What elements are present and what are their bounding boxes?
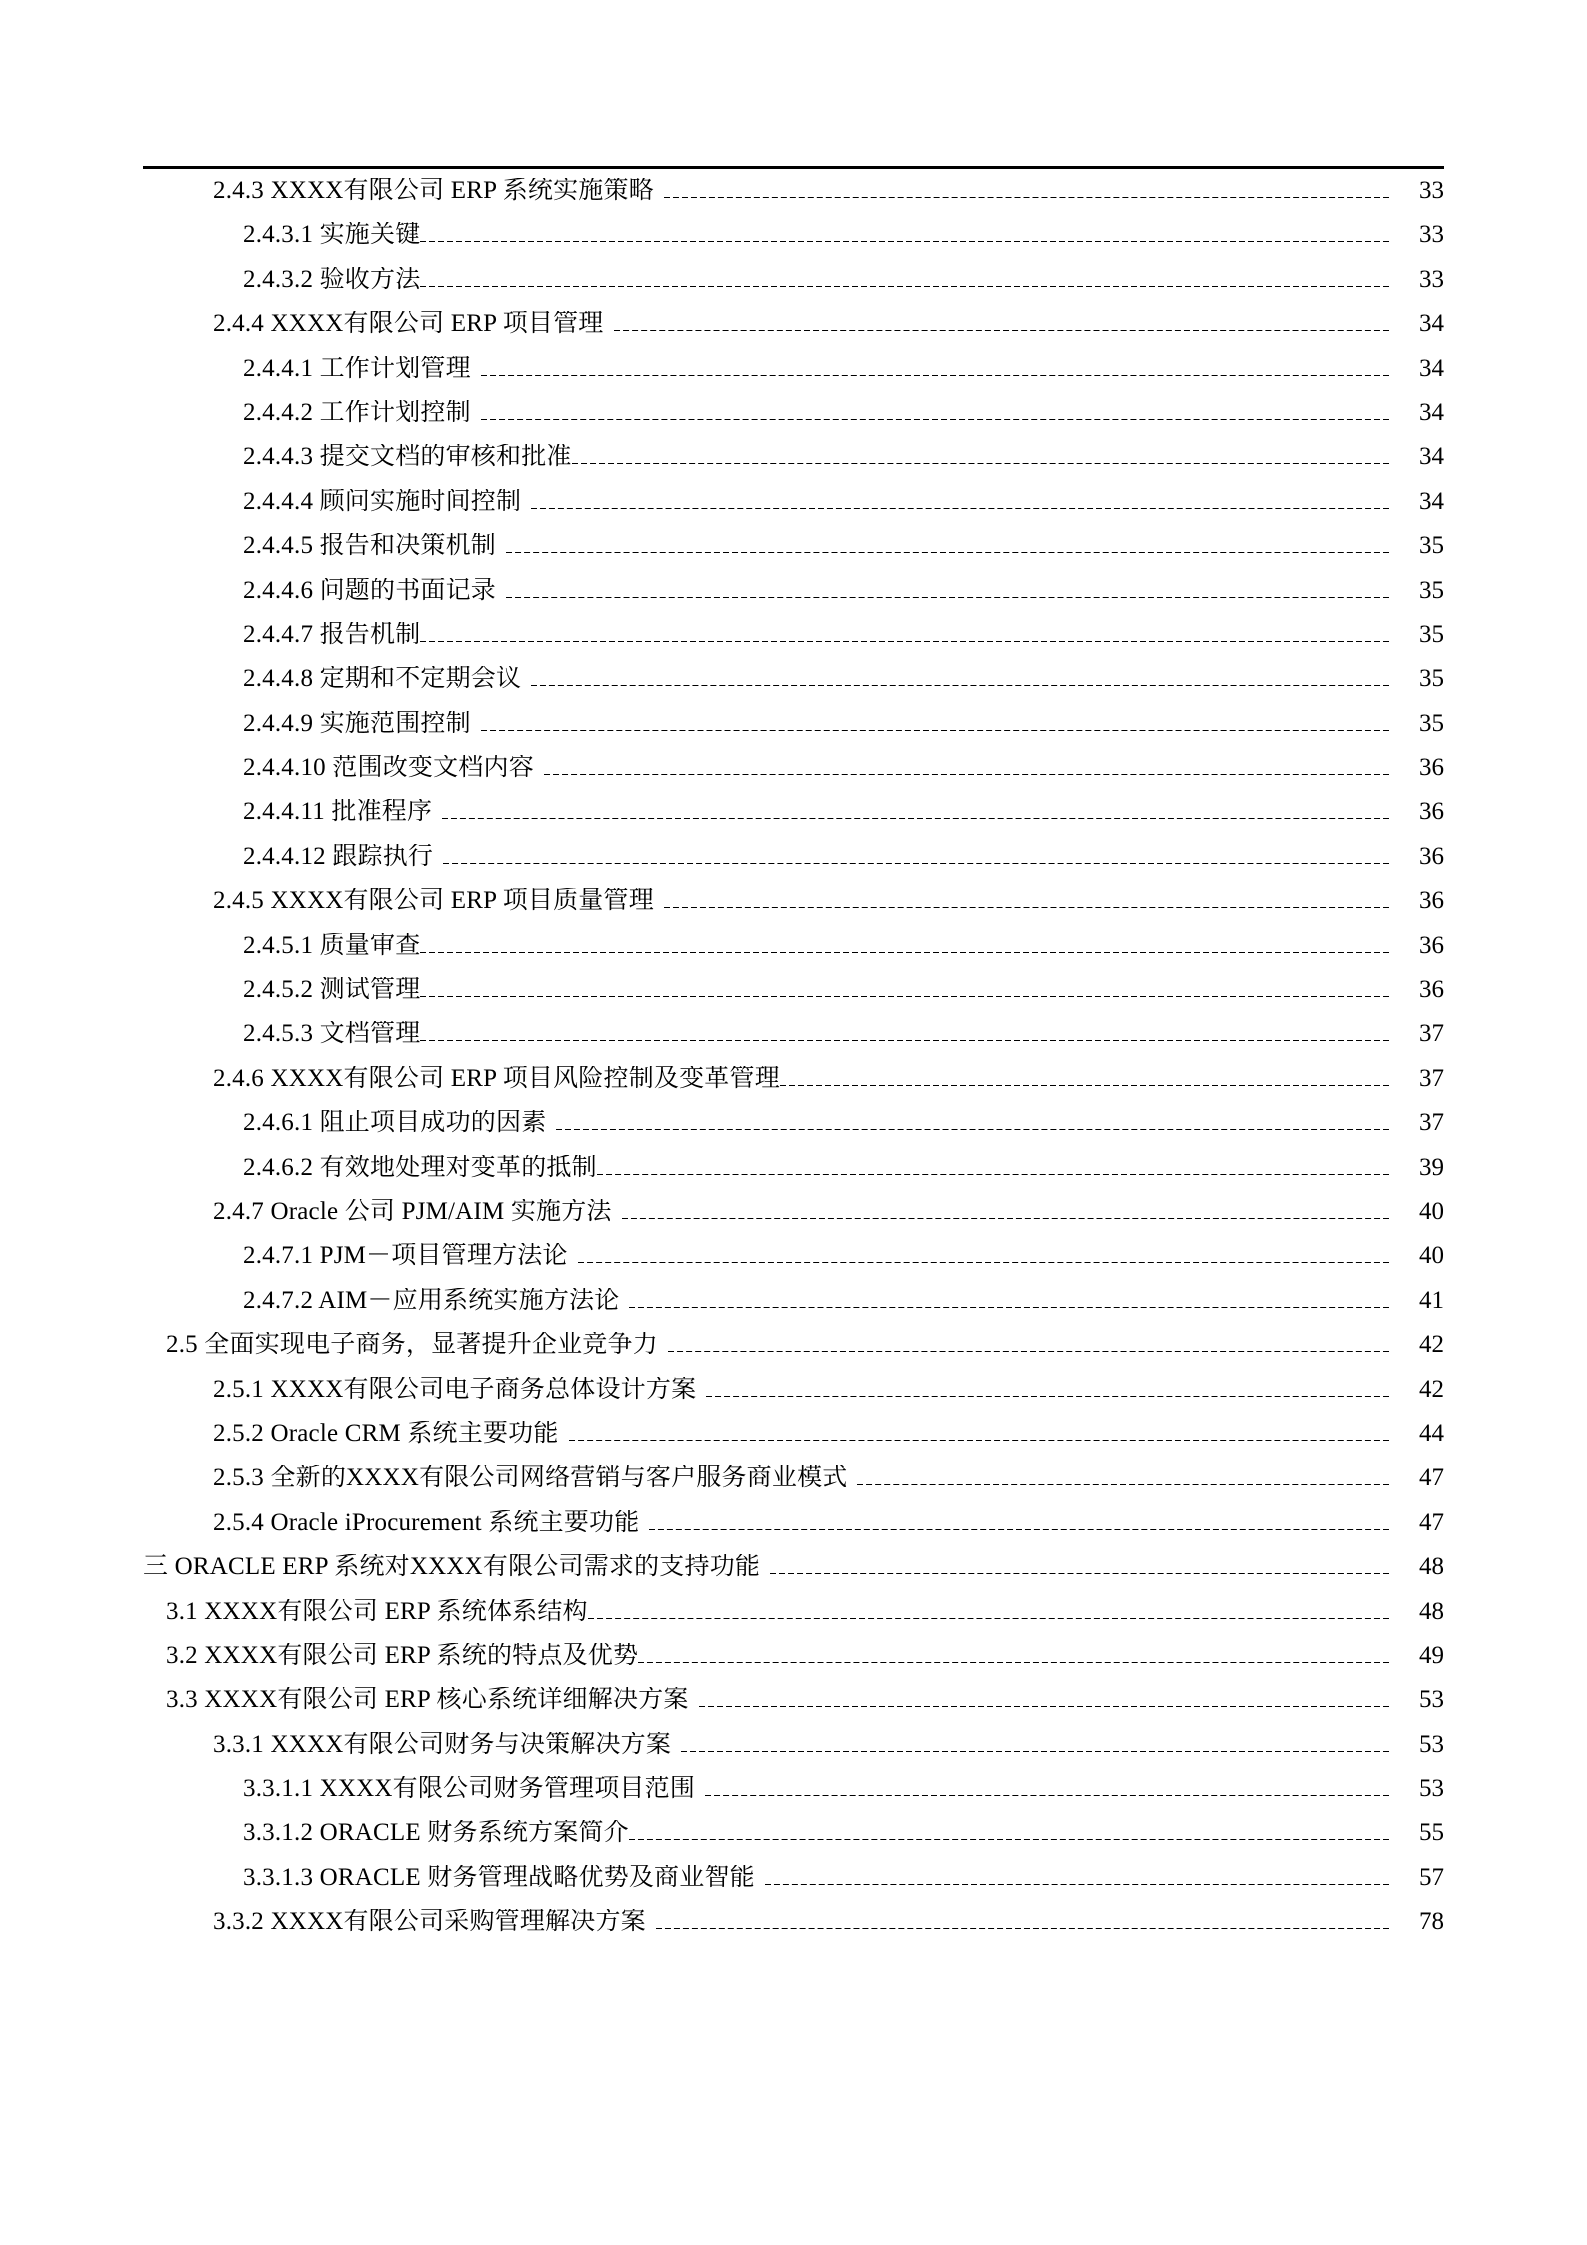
toc-entry-label: 2.4.7 Oracle 公司 PJM/AIM 实施方法	[213, 1198, 612, 1225]
toc-entry[interactable]	[143, 844, 1444, 888]
toc-entry[interactable]	[143, 1465, 1444, 1509]
toc-entry-page-number: 36	[1419, 932, 1444, 959]
toc-leader-dots	[420, 641, 1389, 642]
toc-leader-dots	[638, 1662, 1389, 1663]
toc-entry-page-number: 34	[1419, 355, 1444, 382]
toc-entry[interactable]	[143, 666, 1444, 710]
toc-entry-page-number: 48	[1419, 1554, 1444, 1581]
toc-entry-page-number: 41	[1419, 1287, 1444, 1314]
toc-entry-page-number: 33	[1419, 178, 1444, 204]
toc-entry[interactable]	[143, 1332, 1444, 1376]
toc-entry-page-number: 53	[1419, 1687, 1444, 1714]
toc-leader-dots	[442, 818, 1389, 819]
toc-entry-page-number: 39	[1419, 1154, 1444, 1181]
toc-entry[interactable]	[143, 1732, 1444, 1776]
toc-leader-dots	[420, 286, 1389, 287]
toc-leader-dots	[706, 1396, 1389, 1397]
toc-entry-label: 2.4.3.2 验收方法	[243, 266, 421, 293]
toc-leader-dots	[572, 463, 1389, 464]
toc-leader-dots	[481, 730, 1389, 731]
toc-entry-label: 2.4.4.10 范围改变文档内容	[243, 755, 534, 782]
toc-entry-page-number: 55	[1419, 1820, 1444, 1847]
toc-leader-dots	[629, 1839, 1389, 1840]
toc-entry-page-number: 36	[1419, 888, 1444, 915]
toc-leader-dots	[780, 1085, 1389, 1086]
toc-entry-label: 2.4.4.11 批准程序	[243, 799, 433, 826]
toc-entry-label: 2.4.4.6 问题的书面记录	[243, 577, 497, 604]
toc-entry-page-number: 42	[1419, 1332, 1444, 1359]
toc-entry-label: 2.4.7.2 AIM－应用系统实施方法论	[243, 1287, 620, 1314]
toc-entry-label: 2.4.6.2 有效地处理对变革的抵制	[243, 1154, 597, 1181]
toc-leader-dots	[420, 996, 1389, 997]
toc-entry-page-number: 47	[1419, 1465, 1444, 1492]
toc-entry-label: 2.4.3 XXXX有限公司 ERP 系统实施策略	[213, 178, 654, 204]
toc-leader-dots	[857, 1484, 1389, 1485]
toc-entry-page-number: 37	[1419, 1021, 1444, 1048]
toc-entry-page-number: 34	[1419, 488, 1444, 515]
toc-entry-page-number: 47	[1419, 1509, 1444, 1536]
table-of-contents	[143, 178, 1444, 1954]
toc-entry-label: 3.3.1.1 XXXX有限公司财务管理项目范围	[243, 1776, 696, 1803]
toc-leader-dots	[531, 685, 1389, 686]
toc-entry[interactable]	[143, 178, 1444, 222]
toc-entry[interactable]	[143, 1110, 1444, 1154]
header-rule-divider	[143, 166, 1444, 169]
toc-entry-page-number: 44	[1419, 1420, 1444, 1447]
toc-entry-page-number: 57	[1419, 1864, 1444, 1891]
toc-leader-dots	[506, 552, 1389, 553]
toc-entry[interactable]	[143, 799, 1444, 843]
toc-entry-label: 2.4.4.1 工作计划管理	[243, 355, 471, 382]
toc-entry-page-number: 40	[1419, 1243, 1444, 1270]
toc-entry[interactable]	[143, 933, 1444, 977]
toc-entry-page-number: 33	[1419, 266, 1444, 293]
toc-entry-label: 2.5.4 Oracle iProcurement 系统主要功能	[213, 1509, 640, 1536]
toc-entry-label: 2.4.6.1 阻止项目成功的因素	[243, 1110, 547, 1137]
toc-leader-dots	[614, 330, 1390, 331]
toc-leader-dots	[531, 508, 1389, 509]
toc-leader-dots	[556, 1129, 1389, 1130]
toc-entry[interactable]	[143, 1599, 1444, 1643]
toc-entry-page-number: 37	[1419, 1110, 1444, 1137]
toc-leader-dots	[588, 1618, 1389, 1619]
toc-entry[interactable]	[143, 1909, 1444, 1953]
toc-entry[interactable]	[143, 1243, 1444, 1287]
toc-leader-dots	[664, 907, 1389, 908]
toc-entry-page-number: 36	[1419, 755, 1444, 782]
toc-entry-page-number: 37	[1419, 1065, 1444, 1092]
toc-entry-page-number: 53	[1419, 1776, 1444, 1803]
toc-entry[interactable]	[143, 711, 1444, 755]
toc-leader-dots	[597, 1174, 1389, 1175]
toc-entry-page-number: 40	[1419, 1198, 1444, 1225]
toc-entry-label: 2.4.4.5 报告和决策机制	[243, 533, 497, 560]
toc-entry-label: 3.2 XXXX有限公司 ERP 系统的特点及优势	[166, 1642, 639, 1669]
toc-leader-dots	[656, 1928, 1389, 1929]
toc-entry-label: 3.3.1.2 ORACLE 财务系统方案简介	[243, 1820, 629, 1847]
toc-leader-dots	[705, 1795, 1389, 1796]
toc-leader-dots	[681, 1751, 1389, 1752]
toc-entry-page-number: 36	[1419, 977, 1444, 1004]
toc-entry-label: 2.4.4.8 定期和不定期会议	[243, 666, 522, 693]
toc-leader-dots	[420, 241, 1389, 242]
toc-entry[interactable]	[143, 755, 1444, 799]
toc-leader-dots	[506, 597, 1389, 598]
toc-entry[interactable]	[143, 400, 1444, 444]
toc-entry-page-number: 53	[1419, 1731, 1444, 1758]
toc-leader-dots	[765, 1884, 1389, 1885]
toc-entry-label: 2.4.5.3 文档管理	[243, 1021, 421, 1048]
toc-entry-page-number: 78	[1419, 1909, 1444, 1936]
toc-entry[interactable]	[143, 977, 1444, 1021]
toc-entry[interactable]	[143, 1510, 1444, 1554]
toc-entry[interactable]	[143, 489, 1444, 533]
toc-entry-label: 2.4.4.4 顾问实施时间控制	[243, 488, 522, 515]
toc-leader-dots	[578, 1262, 1389, 1263]
toc-leader-dots	[481, 375, 1389, 376]
toc-entry[interactable]	[143, 1643, 1444, 1687]
toc-entry-page-number: 36	[1419, 843, 1444, 870]
toc-entry[interactable]	[143, 1820, 1444, 1864]
toc-leader-dots	[544, 774, 1389, 775]
toc-leader-dots	[481, 419, 1389, 420]
toc-entry[interactable]	[143, 1865, 1444, 1909]
toc-entry-label: 2.4.4.7 报告机制	[243, 621, 421, 648]
toc-entry-page-number: 35	[1419, 577, 1444, 604]
toc-entry-label: 2.4.4.2 工作计划控制	[243, 399, 471, 426]
toc-entry-label: 2.4.4.3 提交文档的审核和批准	[243, 444, 572, 471]
toc-leader-dots	[569, 1440, 1389, 1441]
toc-entry-page-number: 36	[1419, 799, 1444, 826]
toc-entry-page-number: 33	[1419, 222, 1444, 249]
toc-entry[interactable]	[143, 222, 1444, 266]
toc-entry-label: 3.3.1.3 ORACLE 财务管理战略优势及商业智能	[243, 1864, 755, 1891]
toc-leader-dots	[629, 1307, 1389, 1308]
toc-entry[interactable]	[143, 888, 1444, 932]
toc-entry-label: 2.4.4 XXXX有限公司 ERP 项目管理	[213, 311, 604, 338]
toc-entry[interactable]	[143, 1155, 1444, 1199]
toc-entry-label: 三 ORACLE ERP 系统对XXXX有限公司需求的支持功能	[143, 1554, 761, 1581]
toc-entry[interactable]	[143, 1776, 1444, 1820]
toc-entry-label: 2.5 全面实现电子商务，显著提升企业竞争力	[166, 1332, 658, 1359]
toc-entry[interactable]	[143, 1421, 1444, 1465]
toc-entry-label: 2.4.3.1 实施关键	[243, 222, 421, 249]
toc-entry-page-number: 34	[1419, 399, 1444, 426]
toc-entry-label: 3.3.2 XXXX有限公司采购管理解决方案	[213, 1909, 646, 1936]
toc-entry[interactable]	[143, 533, 1444, 577]
toc-entry-label: 2.4.6 XXXX有限公司 ERP 项目风险控制及变革管理	[213, 1065, 780, 1092]
toc-leader-dots	[622, 1218, 1389, 1219]
toc-entry-label: 2.5.3 全新的XXXX有限公司网络营销与客户服务商业模式	[213, 1465, 848, 1492]
toc-entry[interactable]	[143, 444, 1444, 488]
toc-leader-dots	[649, 1529, 1389, 1530]
toc-entry-label: 2.4.7.1 PJM－项目管理方法论	[243, 1243, 568, 1270]
toc-leader-dots	[443, 863, 1389, 864]
toc-entry-label: 2.4.4.9 实施范围控制	[243, 710, 471, 737]
toc-entry-label: 2.4.5.1 质量审查	[243, 932, 421, 959]
toc-leader-dots	[664, 197, 1389, 198]
toc-entry[interactable]	[143, 578, 1444, 622]
toc-entry-label: 2.4.4.12 跟踪执行	[243, 843, 434, 870]
toc-entry[interactable]	[143, 1687, 1444, 1731]
toc-leader-dots	[420, 1040, 1389, 1041]
toc-entry[interactable]	[143, 267, 1444, 311]
toc-entry-page-number: 35	[1419, 621, 1444, 648]
toc-entry[interactable]	[143, 356, 1444, 400]
toc-entry[interactable]	[143, 1288, 1444, 1332]
toc-entry-page-number: 42	[1419, 1376, 1444, 1403]
toc-entry-page-number: 35	[1419, 666, 1444, 693]
toc-entry[interactable]	[143, 1554, 1444, 1598]
toc-entry-page-number: 34	[1419, 444, 1444, 471]
toc-entry[interactable]	[143, 622, 1444, 666]
toc-entry-page-number: 48	[1419, 1598, 1444, 1625]
toc-entry-label: 2.5.2 Oracle CRM 系统主要功能	[213, 1420, 559, 1447]
toc-entry-label: 3.1 XXXX有限公司 ERP 系统体系结构	[166, 1598, 588, 1625]
toc-entry[interactable]	[143, 1021, 1444, 1065]
toc-leader-dots	[420, 952, 1389, 953]
toc-entry[interactable]	[143, 311, 1444, 355]
toc-entry[interactable]	[143, 1066, 1444, 1110]
toc-entry-label: 2.4.5.2 测试管理	[243, 977, 421, 1004]
toc-entry[interactable]	[143, 1377, 1444, 1421]
toc-entry-label: 2.4.5 XXXX有限公司 ERP 项目质量管理	[213, 888, 654, 915]
toc-entry-label: 3.3.1 XXXX有限公司财务与决策解决方案	[213, 1731, 672, 1758]
toc-entry-page-number: 35	[1419, 710, 1444, 737]
toc-entry-page-number: 35	[1419, 533, 1444, 560]
toc-entry-page-number: 49	[1419, 1642, 1444, 1669]
toc-entry-label: 3.3 XXXX有限公司 ERP 核心系统详细解决方案	[166, 1687, 689, 1714]
toc-leader-dots	[668, 1351, 1389, 1352]
toc-leader-dots	[770, 1573, 1389, 1574]
toc-entry-label: 2.5.1 XXXX有限公司电子商务总体设计方案	[213, 1376, 697, 1403]
toc-leader-dots	[699, 1706, 1389, 1707]
toc-entry-page-number: 34	[1419, 311, 1444, 338]
toc-entry[interactable]	[143, 1199, 1444, 1243]
